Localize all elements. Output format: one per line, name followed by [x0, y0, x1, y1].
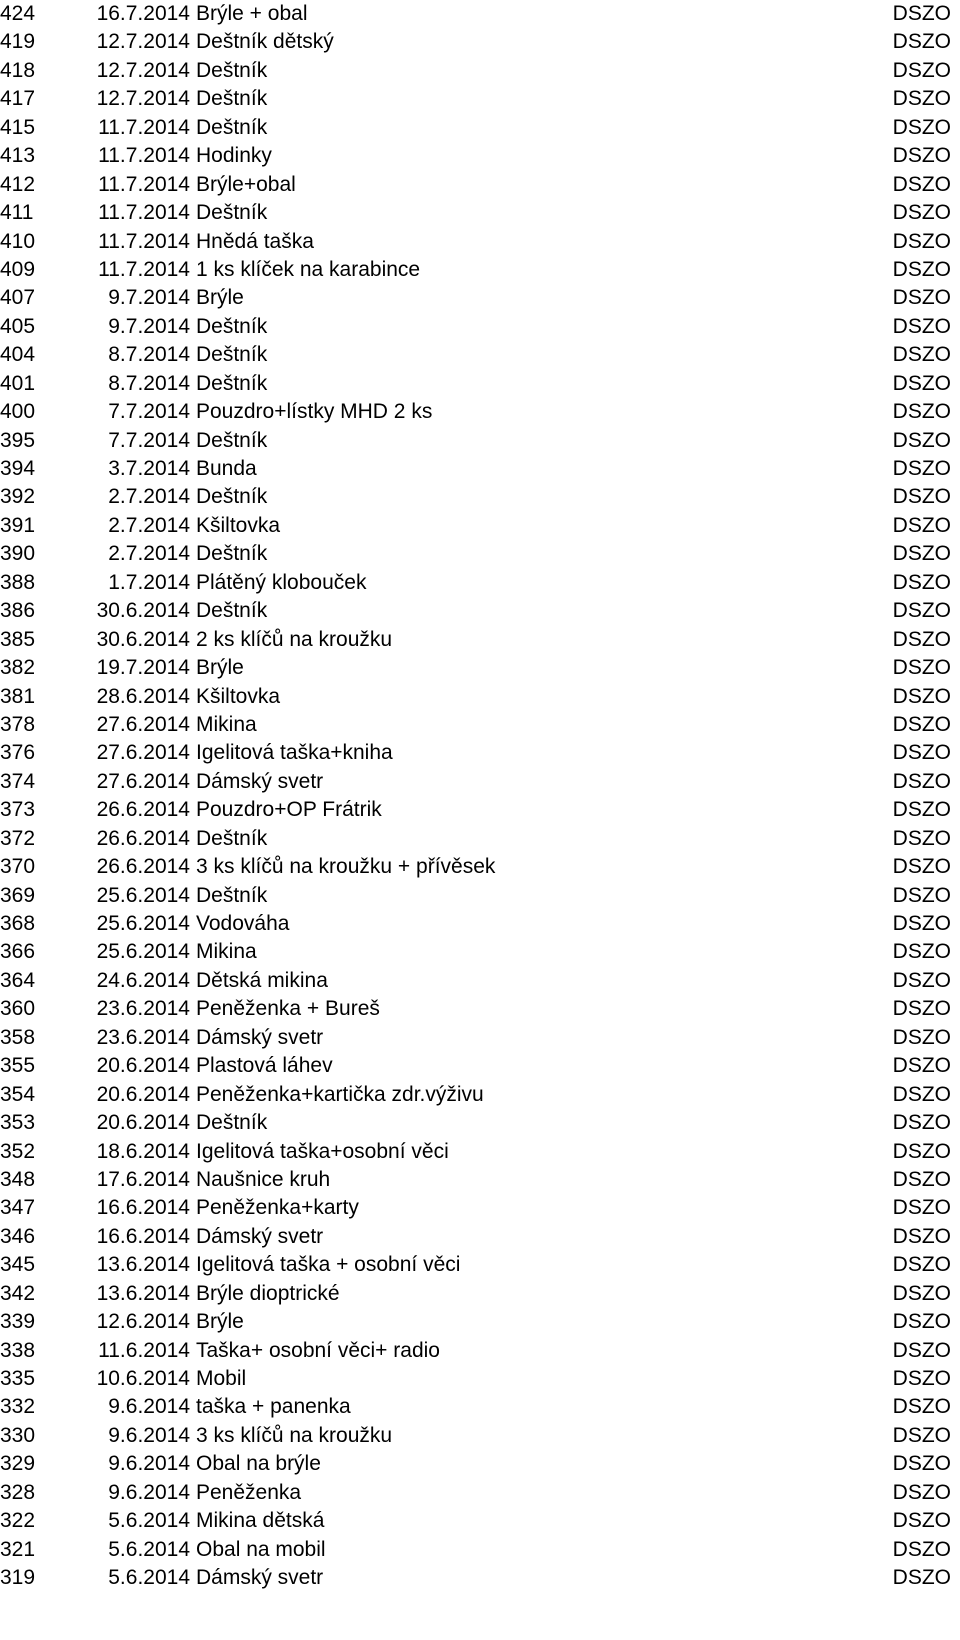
- item-date: 13.6.2014: [96, 1281, 190, 1305]
- list-item: [0, 0, 960, 28]
- item-date: 16.6.2014: [96, 1196, 190, 1220]
- item-number: 352: [0, 1139, 36, 1163]
- item-code: DSZO: [892, 201, 951, 225]
- item-number: 395: [0, 428, 36, 452]
- item-description: Peněženka+kartička zdr.výživu: [196, 1082, 484, 1106]
- item-date: 26.6.2014: [96, 855, 190, 879]
- item-number: 388: [0, 570, 36, 594]
- item-code: DSZO: [892, 485, 951, 509]
- item-code: DSZO: [892, 997, 951, 1021]
- item-code: DSZO: [892, 1537, 951, 1561]
- list-item: [0, 1024, 960, 1052]
- list-item: [0, 597, 960, 625]
- list-item: [0, 1450, 960, 1478]
- item-code: DSZO: [892, 1025, 951, 1049]
- item-code: DSZO: [892, 1310, 951, 1334]
- item-description: Dámský svetr: [196, 769, 324, 793]
- item-number: 372: [0, 826, 36, 850]
- list-item: [0, 1564, 960, 1592]
- item-date: 19.7.2014: [96, 656, 190, 680]
- item-number: 392: [0, 485, 36, 509]
- item-code: DSZO: [892, 1082, 951, 1106]
- item-description: Brýle+obal: [196, 172, 296, 196]
- list-item: [0, 995, 960, 1023]
- item-number: 360: [0, 997, 36, 1021]
- item-date: 26.6.2014: [96, 826, 190, 850]
- item-description: Plastová láhev: [196, 1054, 333, 1078]
- item-number: 342: [0, 1281, 36, 1305]
- list-item: [0, 171, 960, 199]
- item-code: DSZO: [892, 286, 951, 310]
- item-number: 409: [0, 257, 36, 281]
- item-description: Vodováha: [196, 912, 290, 935]
- list-item: [0, 853, 960, 881]
- list-item: [0, 1194, 960, 1222]
- item-description: Kšiltovka: [196, 513, 281, 537]
- item-date: 25.6.2014: [96, 940, 190, 964]
- list-item: [0, 1337, 960, 1365]
- item-code: DSZO: [892, 968, 951, 992]
- item-number: 335: [0, 1367, 36, 1390]
- item-description: Dámský svetr: [196, 1025, 324, 1049]
- item-code: DSZO: [892, 769, 951, 793]
- item-number: 364: [0, 968, 36, 992]
- item-description: Deštník: [196, 1111, 268, 1135]
- item-code: DSZO: [892, 883, 951, 907]
- item-description: Deštník: [196, 87, 268, 111]
- item-number: 417: [0, 87, 36, 111]
- item-description: 1 ks klíček na karabince: [196, 257, 421, 281]
- list-item: [0, 199, 960, 227]
- item-number: 401: [0, 371, 36, 395]
- item-number: 386: [0, 599, 36, 623]
- list-item: [0, 1393, 960, 1421]
- item-date: 9.6.2014: [108, 1480, 190, 1504]
- item-number: 411: [0, 201, 34, 225]
- list-item: [0, 1166, 960, 1194]
- item-code: DSZO: [892, 457, 951, 480]
- item-date: 23.6.2014: [96, 1025, 190, 1049]
- list-item: [0, 967, 960, 995]
- item-code: DSZO: [892, 1480, 951, 1504]
- item-date: 28.6.2014: [96, 684, 190, 708]
- item-description: Igelitová taška+kniha: [196, 741, 393, 765]
- item-number: 345: [0, 1253, 36, 1277]
- item-number: 391: [0, 513, 36, 537]
- item-date: 12.7.2014: [96, 30, 190, 54]
- item-date: 26.6.2014: [96, 798, 190, 822]
- item-description: Brýle + obal: [196, 2, 308, 25]
- item-description: Brýle: [196, 656, 244, 680]
- item-date: 10.6.2014: [96, 1367, 190, 1390]
- item-description: Deštník: [196, 542, 268, 566]
- list-item: [0, 1536, 960, 1564]
- item-description: Hodinky: [196, 144, 272, 168]
- item-code: DSZO: [892, 371, 951, 395]
- item-description: Naušnice kruh: [196, 1167, 331, 1191]
- item-description: Peněženka+karty: [196, 1196, 359, 1220]
- list-item: [0, 57, 960, 85]
- item-number: 347: [0, 1196, 36, 1220]
- list-item: [0, 370, 960, 398]
- item-code: DSZO: [892, 798, 951, 822]
- item-date: 9.7.2014: [108, 314, 190, 338]
- item-description: Deštník: [196, 371, 268, 395]
- item-number: 355: [0, 1054, 36, 1078]
- item-code: DSZO: [892, 2, 951, 25]
- item-description: Dámský svetr: [196, 1224, 324, 1248]
- item-number: 418: [0, 58, 36, 82]
- item-date: 2.7.2014: [108, 542, 190, 566]
- item-code: DSZO: [892, 229, 951, 253]
- list-item: [0, 910, 960, 938]
- item-description: Peněženka + Bureš: [196, 997, 380, 1021]
- item-code: DSZO: [892, 684, 951, 708]
- item-code: DSZO: [892, 1167, 951, 1191]
- list-item: [0, 1507, 960, 1535]
- item-description: Brýle: [196, 1310, 244, 1334]
- item-description: Dámský svetr: [196, 1566, 324, 1590]
- list-item: [0, 1422, 960, 1450]
- list-item: [0, 938, 960, 966]
- item-description: Kšiltovka: [196, 684, 281, 708]
- item-number: 378: [0, 712, 36, 736]
- item-date: 11.7.2014: [98, 201, 190, 225]
- item-code: DSZO: [892, 1423, 951, 1447]
- item-description: taška + panenka: [196, 1395, 351, 1419]
- list-item: [0, 483, 960, 511]
- list-item: [0, 142, 960, 170]
- item-description: Deštník: [196, 314, 268, 338]
- item-date: 11.7.2014: [98, 172, 190, 196]
- item-code: DSZO: [892, 912, 951, 935]
- item-code: DSZO: [892, 542, 951, 566]
- item-number: 330: [0, 1423, 36, 1447]
- item-code: DSZO: [892, 656, 951, 680]
- list-item: [0, 796, 960, 824]
- list-item: [0, 1052, 960, 1080]
- item-description: Obal na brýle: [196, 1452, 321, 1476]
- item-date: 24.6.2014: [96, 968, 190, 992]
- item-description: Brýle dioptrické: [196, 1281, 340, 1305]
- item-code: DSZO: [892, 30, 951, 54]
- item-number: 413: [0, 144, 36, 168]
- item-description: Deštník: [196, 201, 268, 225]
- list-item: [0, 341, 960, 369]
- item-code: DSZO: [892, 940, 951, 964]
- list-item: [0, 768, 960, 796]
- item-description: 3 ks klíčů na kroužku + přívěsek: [196, 855, 496, 879]
- item-code: DSZO: [892, 1509, 951, 1533]
- item-description: Brýle: [196, 286, 244, 310]
- item-description: Taška+ osobní věci+ radio: [196, 1338, 440, 1362]
- item-number: 412: [0, 172, 36, 196]
- item-description: Deštník: [196, 115, 268, 139]
- item-date: 7.7.2014: [108, 400, 190, 424]
- list-item: [0, 455, 960, 483]
- item-number: 382: [0, 656, 36, 680]
- item-date: 25.6.2014: [96, 912, 190, 935]
- item-code: DSZO: [892, 1281, 951, 1305]
- item-date: 20.6.2014: [96, 1054, 190, 1078]
- item-description: Hnědá taška: [196, 229, 314, 253]
- list-item: [0, 882, 960, 910]
- item-description: Deštník: [196, 599, 268, 623]
- item-date: 18.6.2014: [96, 1139, 190, 1163]
- item-date: 11.7.2014: [98, 229, 190, 253]
- list-item: [0, 1365, 960, 1393]
- item-number: 322: [0, 1509, 36, 1533]
- item-date: 30.6.2014: [96, 599, 190, 623]
- item-code: DSZO: [892, 343, 951, 367]
- item-number: 346: [0, 1224, 36, 1248]
- item-description: Bunda: [196, 457, 257, 480]
- item-description: Igelitová taška+osobní věci: [196, 1139, 449, 1163]
- item-date: 27.6.2014: [96, 712, 190, 736]
- item-description: Deštník: [196, 343, 268, 367]
- item-number: 358: [0, 1025, 36, 1049]
- list-item: [0, 313, 960, 341]
- item-date: 12.7.2014: [96, 87, 190, 111]
- item-code: DSZO: [892, 599, 951, 623]
- list-item: [0, 28, 960, 56]
- item-description: Deštník: [196, 485, 268, 509]
- item-description: Deštník: [196, 58, 268, 82]
- list-item: [0, 1479, 960, 1507]
- item-description: 2 ks klíčů na kroužku: [196, 627, 393, 651]
- item-date: 2.7.2014: [108, 513, 190, 537]
- list-item: [0, 114, 960, 142]
- item-date: 13.6.2014: [96, 1253, 190, 1277]
- item-code: DSZO: [892, 58, 951, 82]
- list-item: [0, 1308, 960, 1336]
- list-item: [0, 1251, 960, 1279]
- list-item: [0, 398, 960, 426]
- item-date: 11.7.2014: [98, 257, 190, 281]
- item-code: DSZO: [892, 257, 951, 281]
- item-description: Dětská mikina: [196, 968, 328, 992]
- item-code: DSZO: [892, 1338, 951, 1362]
- item-date: 16.7.2014: [96, 2, 190, 25]
- item-number: 339: [0, 1310, 36, 1334]
- item-number: 328: [0, 1480, 36, 1504]
- item-number: 419: [0, 30, 36, 54]
- item-date: 12.7.2014: [96, 58, 190, 82]
- item-description: Mikina: [196, 940, 257, 964]
- item-date: 11.7.2014: [98, 144, 190, 168]
- item-code: DSZO: [892, 428, 951, 452]
- item-date: 5.6.2014: [108, 1566, 190, 1590]
- item-date: 8.7.2014: [108, 371, 190, 395]
- item-number: 407: [0, 286, 36, 310]
- item-description: Plátěný klobouček: [196, 570, 367, 594]
- item-date: 9.6.2014: [108, 1395, 190, 1419]
- item-number: 415: [0, 115, 36, 139]
- item-number: 329: [0, 1452, 36, 1476]
- item-date: 3.7.2014: [108, 457, 190, 480]
- item-number: 376: [0, 741, 36, 765]
- item-code: DSZO: [892, 1395, 951, 1419]
- list-item: [0, 540, 960, 568]
- item-code: DSZO: [892, 741, 951, 765]
- item-date: 8.7.2014: [108, 343, 190, 367]
- item-description: Deštník dětský: [196, 30, 334, 54]
- list-item: [0, 512, 960, 540]
- list-item: [0, 228, 960, 256]
- item-date: 16.6.2014: [96, 1224, 190, 1248]
- item-number: 369: [0, 883, 36, 907]
- item-description: Pouzdro+lístky MHD 2 ks: [196, 400, 433, 424]
- item-code: DSZO: [892, 87, 951, 111]
- item-date: 25.6.2014: [96, 883, 190, 907]
- list-item: [0, 626, 960, 654]
- list-item: [0, 1109, 960, 1137]
- list-item: [0, 569, 960, 597]
- item-date: 17.6.2014: [96, 1167, 190, 1191]
- item-number: 368: [0, 912, 36, 935]
- item-number: 348: [0, 1167, 36, 1191]
- item-date: 5.6.2014: [108, 1509, 190, 1533]
- item-code: DSZO: [892, 1566, 951, 1590]
- item-number: 321: [0, 1537, 36, 1561]
- list-item: [0, 1138, 960, 1166]
- list-item: [0, 1223, 960, 1251]
- list-item: [0, 711, 960, 739]
- item-code: DSZO: [892, 1054, 951, 1078]
- item-code: DSZO: [892, 627, 951, 651]
- item-number: 405: [0, 314, 36, 338]
- item-date: 20.6.2014: [96, 1082, 190, 1106]
- item-date: 27.6.2014: [96, 769, 190, 793]
- item-date: 9.6.2014: [108, 1452, 190, 1476]
- item-code: DSZO: [892, 712, 951, 736]
- item-date: 2.7.2014: [108, 485, 190, 509]
- item-date: 11.7.2014: [98, 115, 190, 139]
- item-number: 394: [0, 457, 36, 480]
- item-number: 410: [0, 229, 36, 253]
- item-date: 9.6.2014: [108, 1423, 190, 1447]
- list-item: [0, 739, 960, 767]
- item-code: DSZO: [892, 115, 951, 139]
- item-code: DSZO: [892, 1253, 951, 1277]
- item-code: DSZO: [892, 144, 951, 168]
- item-number: 353: [0, 1111, 36, 1135]
- list-item: [0, 683, 960, 711]
- item-number: 319: [0, 1566, 36, 1590]
- item-number: 338: [0, 1338, 36, 1362]
- item-number: 385: [0, 627, 36, 651]
- item-description: Deštník: [196, 428, 268, 452]
- list-item: [0, 284, 960, 312]
- item-description: Mikina dětská: [196, 1509, 325, 1533]
- list-item: [0, 654, 960, 682]
- list-item: [0, 256, 960, 284]
- item-code: DSZO: [892, 1367, 951, 1390]
- list-item: [0, 427, 960, 455]
- item-code: DSZO: [892, 826, 951, 850]
- item-number: 373: [0, 798, 36, 822]
- item-code: DSZO: [892, 1139, 951, 1163]
- list-item: [0, 85, 960, 113]
- item-number: 424: [0, 2, 36, 25]
- item-code: DSZO: [892, 314, 951, 338]
- item-code: DSZO: [892, 1111, 951, 1135]
- item-code: DSZO: [892, 1224, 951, 1248]
- item-date: 7.7.2014: [108, 428, 190, 452]
- item-date: 27.6.2014: [96, 741, 190, 765]
- item-date: 20.6.2014: [96, 1111, 190, 1135]
- item-number: 370: [0, 855, 36, 879]
- item-number: 354: [0, 1082, 36, 1106]
- item-date: 30.6.2014: [96, 627, 190, 651]
- item-description: Mobil: [196, 1367, 247, 1390]
- item-date: 1.7.2014: [108, 570, 190, 594]
- item-number: 404: [0, 343, 36, 367]
- item-date: 9.7.2014: [108, 286, 190, 310]
- item-code: DSZO: [892, 1196, 951, 1220]
- item-date: 5.6.2014: [108, 1537, 190, 1561]
- item-code: DSZO: [892, 855, 951, 879]
- item-description: Mikina: [196, 712, 257, 736]
- item-description: 3 ks klíčů na kroužku: [196, 1423, 393, 1447]
- item-code: DSZO: [892, 570, 951, 594]
- item-number: 332: [0, 1395, 36, 1419]
- item-description: Deštník: [196, 883, 268, 907]
- item-number: 374: [0, 769, 36, 793]
- item-number: 381: [0, 684, 36, 708]
- item-description: Deštník: [196, 826, 268, 850]
- item-date: 23.6.2014: [96, 997, 190, 1021]
- item-code: DSZO: [892, 172, 951, 196]
- item-number: 400: [0, 400, 36, 424]
- list-item: [0, 825, 960, 853]
- item-code: DSZO: [892, 513, 951, 537]
- item-number: 366: [0, 940, 36, 964]
- item-number: 390: [0, 542, 36, 566]
- item-description: Igelitová taška + osobní věci: [196, 1253, 461, 1277]
- item-date: 12.6.2014: [96, 1310, 190, 1334]
- list-item: [0, 1081, 960, 1109]
- item-description: Pouzdro+OP Frátrik: [196, 798, 382, 822]
- item-code: DSZO: [892, 1452, 951, 1476]
- item-description: Peněženka: [196, 1480, 302, 1504]
- item-code: DSZO: [892, 400, 951, 424]
- item-date: 11.6.2014: [98, 1338, 190, 1362]
- item-description: Obal na mobil: [196, 1537, 326, 1561]
- list-item: [0, 1280, 960, 1308]
